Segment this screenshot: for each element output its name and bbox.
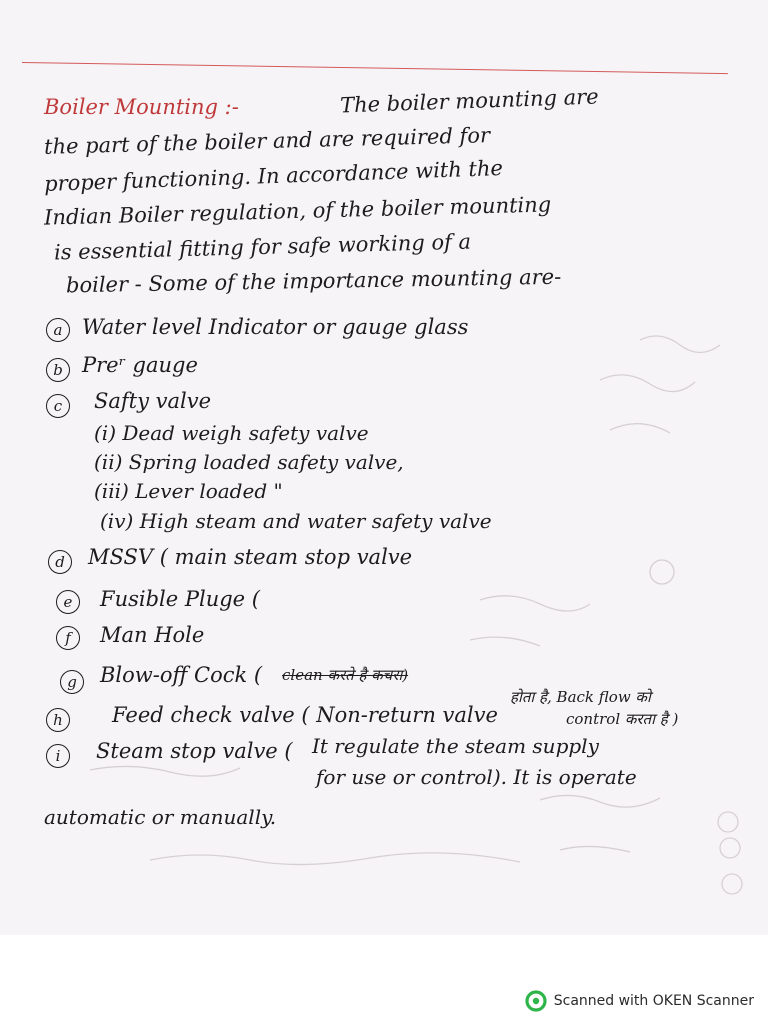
note-line: proper functioning. In accordance with the bbox=[43, 155, 504, 197]
sub-item-text: (ii) Spring loaded safety valve, bbox=[94, 450, 404, 474]
list-item-text: Feed check valve ( Non-return valve bbox=[112, 703, 498, 727]
note-line: is essential fitting for safe working of a bbox=[53, 229, 472, 265]
sub-item-text: (iii) Lever loaded " bbox=[94, 479, 283, 503]
list-marker: a bbox=[46, 318, 70, 342]
list-item-text: Blow-off Cock ( bbox=[100, 663, 263, 687]
list-marker: f bbox=[56, 626, 80, 650]
note-title: Boiler Mounting :- bbox=[44, 95, 239, 119]
scanner-watermark bbox=[525, 990, 754, 1012]
list-item-note: control करता है ) bbox=[566, 710, 679, 728]
list-item-text: Man Hole bbox=[100, 623, 205, 647]
note-line: boiler - Some of the importance mounting are- bbox=[65, 264, 562, 298]
list-item-note: होता है, Back flow को bbox=[510, 688, 651, 706]
list-item-text: Safty valve bbox=[94, 389, 212, 413]
list-marker: b bbox=[46, 358, 70, 382]
list-item-text: Fusible Pluge ( bbox=[100, 587, 260, 611]
red-margin-line bbox=[22, 62, 728, 74]
list-item-text: MSSV ( main steam stop valve bbox=[88, 545, 413, 569]
list-item-text: Preʳ gauge bbox=[82, 353, 198, 377]
list-marker: c bbox=[46, 394, 70, 418]
struck-note: clean करते है कचरा) bbox=[282, 666, 409, 684]
list-marker: g bbox=[60, 670, 84, 694]
list-item-text: for use or control). It is operate bbox=[316, 765, 637, 789]
list-marker: e bbox=[56, 590, 80, 614]
sub-item-text: (i) Dead weigh safety valve bbox=[94, 421, 369, 445]
list-item-text: Water level Indicator or gauge glass bbox=[82, 315, 469, 339]
oken-logo-icon bbox=[525, 990, 547, 1012]
list-marker: i bbox=[46, 744, 70, 768]
note-line: The boiler mounting are bbox=[339, 84, 600, 118]
list-item-text: Steam stop valve ( bbox=[96, 739, 293, 763]
note-line: the part of the boiler and are required for bbox=[43, 123, 491, 159]
list-item-text: It regulate the steam supply bbox=[312, 734, 599, 758]
list-marker: d bbox=[48, 550, 72, 574]
sub-item-text: (iv) High steam and water safety valve bbox=[100, 509, 492, 533]
list-item-text: automatic or manually. bbox=[44, 805, 277, 829]
scanner-watermark-text: Scanned with OKEN Scanner bbox=[553, 993, 754, 1009]
note-line: Indian Boiler regulation, of the boiler mounting bbox=[43, 192, 552, 230]
list-marker: h bbox=[46, 708, 70, 732]
